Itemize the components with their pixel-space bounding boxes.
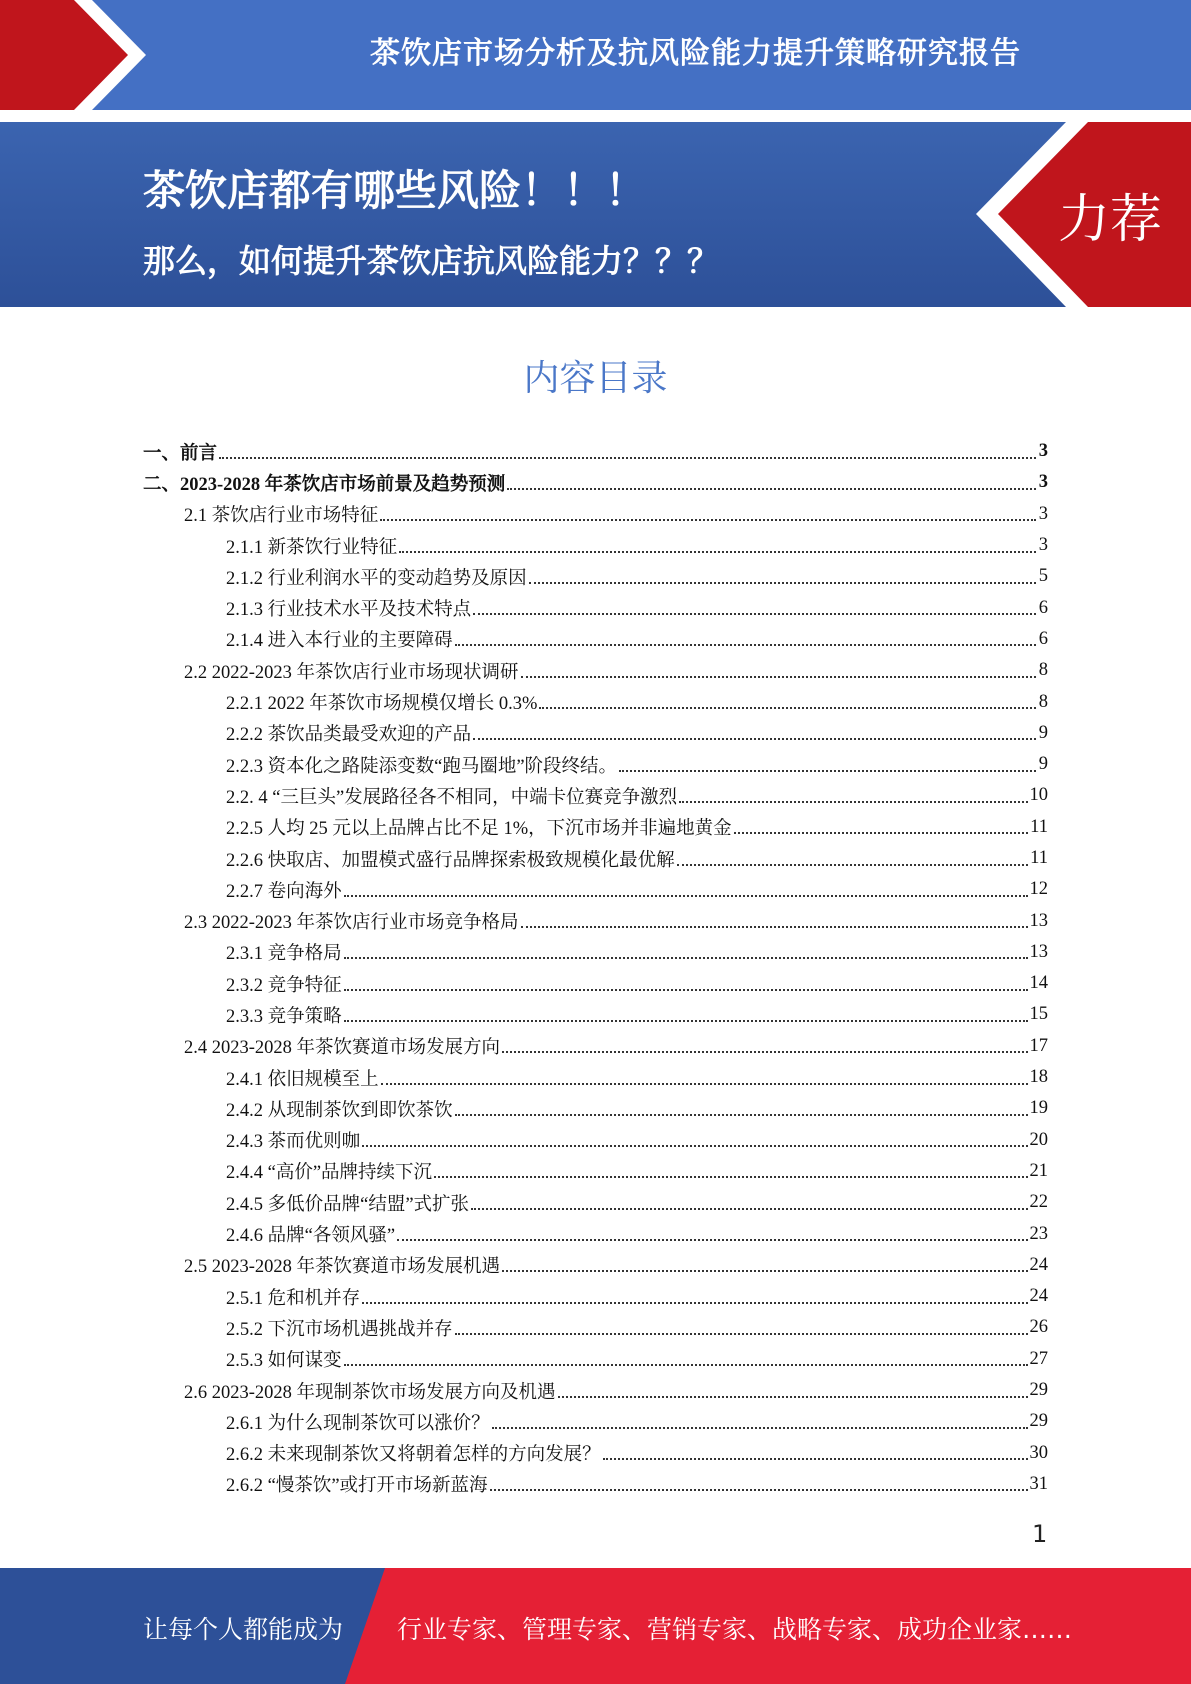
footer-slogan-left: 让每个人都能成为	[143, 1615, 344, 1644]
toc-dot-leader	[471, 1208, 1027, 1210]
toc-heading: 内容目录	[523, 358, 668, 399]
toc-dot-leader	[677, 864, 1029, 866]
toc-entry[interactable]	[143, 1093, 1048, 1124]
toc-entry-page: 13	[1029, 910, 1048, 931]
toc-entry-page: 30	[1029, 1442, 1048, 1463]
toc-entry[interactable]	[143, 905, 1048, 936]
toc-entry-page: 3	[1038, 441, 1048, 462]
toc-entry-page: 26	[1029, 1317, 1048, 1338]
toc-dot-leader	[679, 801, 1027, 803]
toc-dot-leader	[502, 1270, 1027, 1272]
toc-entry[interactable]	[143, 1156, 1048, 1187]
toc-entry[interactable]	[143, 1031, 1048, 1062]
toc-dot-leader	[344, 1364, 1028, 1366]
toc-dot-leader	[473, 613, 1036, 615]
toc-entry-page: 11	[1030, 816, 1048, 837]
toc-entry-title: 2.4.2 从现制茶饮到即饮茶饮	[226, 1100, 453, 1121]
toc-entry-title: 2.1.2 行业利润水平的变动趋势及原因	[226, 568, 527, 589]
toc-entry-page: 14	[1029, 973, 1048, 994]
toc-dot-leader	[399, 551, 1036, 553]
toc-dot-leader	[558, 1396, 1028, 1398]
toc-entry-page: 12	[1029, 879, 1048, 900]
toc-entry[interactable]	[143, 592, 1048, 623]
toc-entry[interactable]	[143, 1438, 1048, 1469]
toc-entry-title: 2.4 2023-2028 年茶饮赛道市场发展方向	[184, 1038, 501, 1059]
header-red-chevron	[0, 0, 150, 110]
toc-entry-title: 2.1.1 新茶饮行业特征	[226, 537, 398, 558]
toc-entry[interactable]	[143, 1281, 1048, 1312]
toc-dot-leader	[455, 644, 1036, 646]
toc-entry-title: 2.4.4 “高价”品牌持续下沉	[226, 1163, 433, 1184]
toc-entry[interactable]	[143, 968, 1048, 999]
toc-dot-leader	[507, 488, 1036, 490]
toc-entry-page: 18	[1029, 1067, 1048, 1088]
toc-entry-title: 2.2.1 2022 年茶饮市场规模仅增长 0.3%	[226, 694, 538, 715]
toc-entry[interactable]	[143, 1187, 1048, 1218]
toc-entry-page: 19	[1029, 1098, 1048, 1119]
toc-entry[interactable]	[143, 749, 1048, 780]
toc-entry-page: 15	[1029, 1004, 1048, 1025]
toc-entry[interactable]	[143, 999, 1048, 1030]
toc-entry-page: 31	[1029, 1473, 1048, 1494]
toc-entry-title: 2.2.5 人均 25 元以上品牌占比不足 1%，下沉市场并非遍地黄金	[226, 819, 732, 840]
toc-entry[interactable]	[143, 1312, 1048, 1343]
toc-entry[interactable]	[143, 561, 1048, 592]
toc-entry[interactable]	[143, 1218, 1048, 1249]
toc-entry-title: 2.3.1 竞争格局	[226, 944, 342, 965]
toc-dot-leader	[521, 676, 1036, 678]
toc-entry[interactable]	[143, 1062, 1048, 1093]
toc-entry-title: 2.4.1 依旧规模至上	[226, 1069, 379, 1090]
toc-dot-leader	[362, 1302, 1027, 1304]
toc-entry-page: 27	[1029, 1348, 1048, 1369]
toc-entry-title: 2.3.3 竞争策略	[226, 1006, 342, 1027]
toc-entry-title: 2.4.3 茶而优则咖	[226, 1132, 361, 1153]
toc-entry[interactable]	[143, 624, 1048, 655]
toc-entry-page: 9	[1038, 754, 1048, 775]
toc-entry-page: 24	[1029, 1286, 1048, 1307]
toc-dot-leader	[219, 457, 1036, 459]
toc-entry-title: 2.5.1 危和机并存	[226, 1288, 361, 1309]
toc-entry[interactable]	[143, 1250, 1048, 1281]
toc-entry-page: 3	[1038, 535, 1048, 556]
toc-entry-title: 2.6.1 为什么现制茶饮可以涨价？	[226, 1413, 490, 1434]
toc-entry[interactable]	[143, 1406, 1048, 1437]
toc-entry-title: 2.4.5 多低价品牌“结盟”式扩张	[226, 1194, 470, 1215]
toc-entry[interactable]	[143, 1469, 1048, 1500]
toc-entry[interactable]	[143, 436, 1048, 467]
toc-entry-title: 2.5 2023-2028 年茶饮赛道市场发展机遇	[184, 1257, 501, 1278]
toc-dot-leader	[529, 582, 1036, 584]
toc-entry-page: 24	[1029, 1254, 1048, 1275]
hero-subheadline: 那么，如何提升茶饮店抗风险能力？？？	[143, 242, 720, 280]
toc-entry-page: 11	[1030, 848, 1048, 868]
toc-dot-leader	[434, 1176, 1027, 1178]
toc-entry[interactable]	[143, 843, 1048, 874]
toc-dot-leader	[490, 1489, 1028, 1491]
toc-dot-leader	[344, 1020, 1028, 1022]
toc-entry-page: 29	[1029, 1380, 1048, 1401]
toc-entry-title: 2.5.3 如何谋变	[226, 1351, 342, 1372]
toc-dot-leader	[502, 1051, 1027, 1053]
toc-entry-page: 21	[1029, 1160, 1048, 1181]
toc-dot-leader	[344, 989, 1028, 991]
toc-entry-page: 20	[1029, 1129, 1048, 1150]
toc-entry-title: 2.1 茶饮店行业市场特征	[184, 506, 379, 527]
toc-entry-page: 5	[1038, 566, 1048, 587]
toc-entry-page: 29	[1029, 1411, 1048, 1432]
toc-entry-title: 2.5.2 下沉市场机遇挑战并存	[226, 1319, 453, 1340]
toc-entry-title: 2.1.3 行业技术水平及技术特点	[226, 600, 472, 621]
toc-entry-title: 2.3.2 竞争特征	[226, 975, 342, 996]
toc-entry-page: 17	[1029, 1035, 1048, 1056]
toc-dot-leader	[455, 1333, 1028, 1335]
hero-headline: 茶饮店都有哪些风险！！！	[143, 166, 648, 215]
toc-entry-page: 6	[1038, 597, 1048, 618]
table-of-contents	[143, 436, 1048, 1500]
toc-dot-leader	[492, 1427, 1028, 1429]
toc-entry-title: 2.2 2022-2023 年茶饮店行业市场现状调研	[184, 662, 519, 683]
toc-entry-title: 2.6.2 “慢茶饮”或打开市场新蓝海	[226, 1476, 488, 1497]
toc-dot-leader	[397, 1239, 1027, 1241]
toc-entry[interactable]	[143, 1125, 1048, 1156]
toc-entry[interactable]	[143, 499, 1048, 530]
toc-entry-page: 13	[1029, 941, 1048, 962]
toc-entry-page: 8	[1038, 691, 1048, 712]
toc-entry-title: 2.3 2022-2023 年茶饮店行业市场竞争格局	[184, 913, 519, 934]
toc-entry[interactable]	[143, 530, 1048, 561]
toc-entry-page: 23	[1029, 1223, 1048, 1244]
toc-entry-page: 10	[1029, 785, 1048, 806]
toc-entry-title: 2.4.6 品牌“各领风骚”	[226, 1226, 396, 1247]
toc-entry[interactable]	[143, 718, 1048, 749]
footer-slogan-right: 行业专家、管理专家、营销专家、战略专家、成功企业家……	[397, 1615, 1073, 1644]
toc-dot-leader	[603, 1458, 1028, 1460]
toc-entry-page: 6	[1038, 628, 1048, 649]
page-number: 1	[1032, 1520, 1048, 1548]
toc-entry-title: 2.2.6 快取店、加盟模式盛行品牌探索极致规模化最优解	[226, 850, 675, 871]
toc-dot-leader	[362, 1145, 1027, 1147]
toc-dot-leader	[381, 1083, 1028, 1085]
toc-dot-leader	[455, 1114, 1028, 1116]
toc-entry[interactable]	[143, 874, 1048, 905]
toc-entry[interactable]	[143, 1375, 1048, 1406]
toc-entry[interactable]	[143, 780, 1048, 811]
toc-entry-title: 2.2. 4 “三巨头”发展路径各不相同，中端卡位赛竞争激烈	[226, 787, 678, 808]
toc-entry[interactable]	[143, 937, 1048, 968]
toc-entry-title: 2.2.2 茶饮品类最受欢迎的产品	[226, 725, 472, 746]
toc-dot-leader	[734, 832, 1029, 834]
toc-entry[interactable]	[143, 686, 1048, 717]
toc-entry-title: 2.2.7 卷向海外	[226, 881, 342, 902]
toc-entry[interactable]	[143, 467, 1048, 498]
toc-entry-page: 3	[1038, 503, 1048, 524]
toc-dot-leader	[539, 707, 1036, 709]
toc-dot-leader	[344, 957, 1028, 959]
toc-entry-title: 一、前言	[143, 443, 218, 464]
toc-entry-title: 2.1.4 进入本行业的主要障碍	[226, 631, 453, 652]
toc-entry[interactable]	[143, 812, 1048, 843]
toc-entry-title: 2.6.2 未来现制茶饮又将朝着怎样的方向发展？	[226, 1445, 601, 1466]
toc-entry-page: 22	[1029, 1192, 1048, 1213]
toc-dot-leader	[619, 770, 1036, 772]
toc-entry-title: 2.2.3 资本化之路陡添变数“跑马圈地”阶段终结。	[226, 756, 618, 777]
toc-entry-page: 8	[1038, 660, 1048, 681]
toc-dot-leader	[473, 738, 1036, 740]
toc-dot-leader	[521, 926, 1028, 928]
toc-entry-title: 2.6 2023-2028 年现制茶饮市场发展方向及机遇	[184, 1382, 556, 1403]
report-title: 茶饮店市场分析及抗风险能力提升策略研究报告	[370, 36, 1021, 71]
recommend-badge: 力荐	[1058, 190, 1163, 250]
toc-entry-title: 二、2023-2028 年茶饮店市场前景及趋势预测	[143, 474, 506, 495]
toc-entry[interactable]	[143, 655, 1048, 686]
toc-entry-page: 3	[1038, 472, 1048, 493]
toc-dot-leader	[380, 519, 1036, 521]
toc-entry[interactable]	[143, 1344, 1048, 1375]
toc-dot-leader	[344, 895, 1028, 897]
toc-entry-page: 9	[1038, 722, 1048, 743]
